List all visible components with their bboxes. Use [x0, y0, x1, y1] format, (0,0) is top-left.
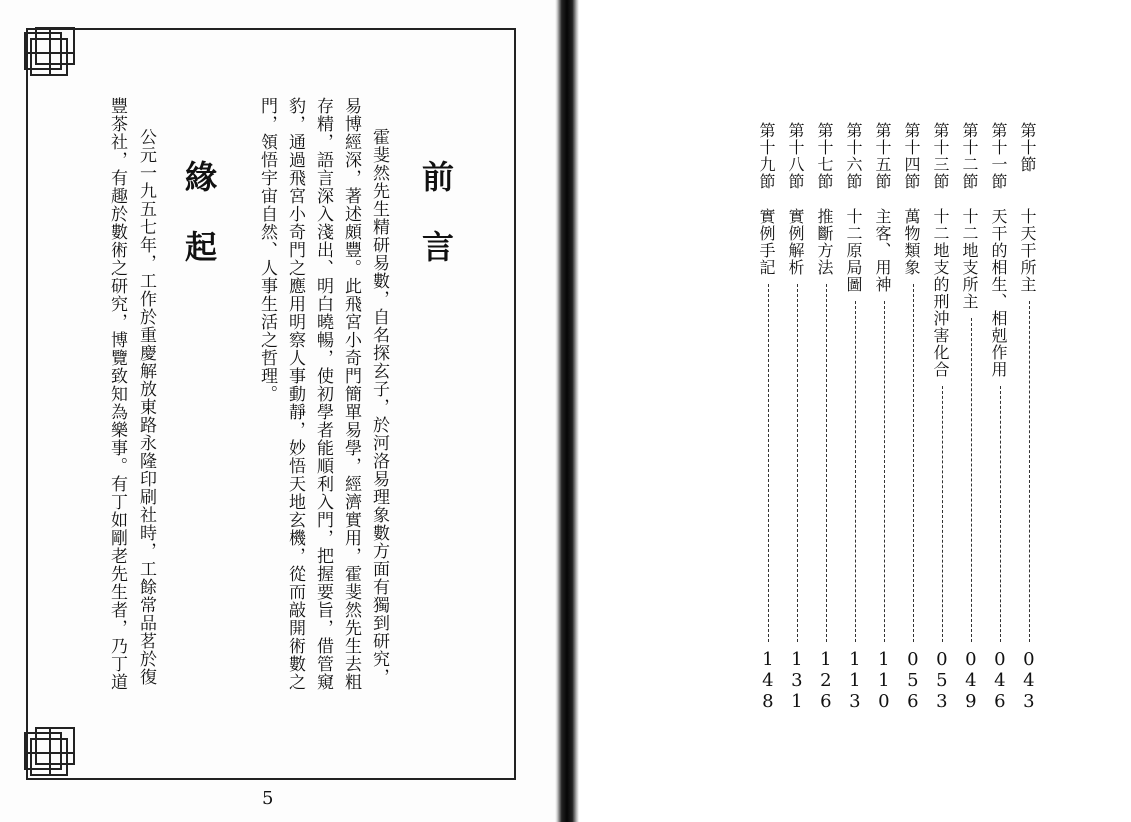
- book-gutter: [555, 0, 579, 822]
- toc-section-title: 十二地支的刑沖害化合: [931, 208, 950, 378]
- toc-section-number: 第十六節: [844, 122, 863, 190]
- toc-page-number: 148: [757, 649, 779, 712]
- toc-leader-dots: [971, 318, 972, 642]
- page-number: 5: [262, 788, 274, 809]
- right-page-toc: [579, 0, 1131, 822]
- toc-section-title: 十天干所主: [1018, 208, 1037, 293]
- toc-leader-dots: [855, 301, 856, 642]
- toc-entry: [758, 122, 780, 712]
- toc-section-title: 推斷方法: [815, 208, 834, 276]
- toc-entry: [816, 122, 838, 712]
- toc-section-number: 第十三節: [931, 122, 950, 190]
- toc-leader-dots: [913, 284, 914, 642]
- toc-leader-dots: [797, 284, 798, 642]
- toc-entry: [1019, 122, 1041, 712]
- toc-page-number: 056: [902, 649, 924, 712]
- preface-line-4: 豹，通過飛宮小奇門之應用明察人事動靜，妙悟天地玄機，從而敲開術數之: [285, 97, 305, 691]
- toc-leader-dots: [826, 284, 827, 642]
- toc-section-number: 第十七節: [815, 122, 834, 190]
- toc-section-title: 十二地支所主: [960, 208, 979, 310]
- origin-heading: 緣起: [180, 160, 218, 300]
- toc-page-number: 046: [989, 649, 1011, 712]
- toc-section-title: 主客、用神: [873, 208, 892, 293]
- toc-entry: [903, 122, 925, 712]
- toc-section-title: 實例解析: [786, 208, 805, 276]
- preface-line-3: 存精，語言深入淺出、明白曉暢，使初學者能順利入門，把握要旨，借管窺: [313, 97, 333, 691]
- toc-leader-dots: [768, 284, 769, 642]
- toc-leader-dots: [942, 386, 943, 642]
- toc-section-title: 實例手記: [757, 208, 776, 276]
- toc-entry: [845, 122, 867, 712]
- toc-page-number: 110: [873, 649, 895, 712]
- toc-section-title: 十二原局圖: [844, 208, 863, 293]
- toc-page-number: 049: [960, 649, 982, 712]
- toc-entry: [932, 122, 954, 712]
- toc-section-number: 第十一節: [989, 122, 1008, 190]
- corner-ornament-top-left: [22, 25, 78, 81]
- toc-section-number: 第十二節: [960, 122, 979, 190]
- toc-leader-dots: [1000, 386, 1001, 642]
- toc-section-number: 第十九節: [757, 122, 776, 190]
- preface-heading: 前言: [417, 160, 455, 300]
- toc-page-number: 053: [931, 649, 953, 712]
- toc-entry: [961, 122, 983, 712]
- origin-line-2: 豐茶社，有趣於數術之研究，博覽致知為樂事。有丁如剛老先生者，乃丁道: [107, 97, 127, 691]
- toc-page-number: 113: [844, 649, 866, 712]
- toc-section-number: 第十八節: [786, 122, 805, 190]
- toc-leader-dots: [884, 301, 885, 642]
- toc-section-number: 第十四節: [902, 122, 921, 190]
- left-page: [0, 0, 555, 822]
- toc-section-title: 萬物類象: [902, 208, 921, 276]
- toc-entry: [990, 122, 1012, 712]
- toc-page-number: 126: [815, 649, 837, 712]
- corner-ornament-bottom-left: [22, 725, 78, 781]
- preface-line-5: 門，領悟宇宙自然、人事生活之哲理。: [257, 97, 277, 403]
- toc-section-number: 第十五節: [873, 122, 892, 190]
- toc-entry: [787, 122, 809, 712]
- preface-line-2: 易博經深，著述頗豐。此飛宮小奇門簡單易學，經濟實用，霍斐然先生去粗: [341, 97, 361, 691]
- origin-line-1: 公元一九五七年，工作於重慶解放東路永隆印刷社時，工餘常品茗於復: [136, 128, 156, 686]
- toc-leader-dots: [1029, 301, 1030, 642]
- toc-section-title: 天干的相生、相剋作用: [989, 208, 1008, 378]
- preface-line-1: 霍斐然先生精研易數，自名探玄子，於河洛易理象數方面有獨到研究，: [369, 128, 389, 686]
- toc-entry: [874, 122, 896, 712]
- toc-page-number: 131: [786, 649, 808, 712]
- toc-page-number: 043: [1018, 649, 1040, 712]
- toc-section-number: 第十節: [1018, 122, 1037, 173]
